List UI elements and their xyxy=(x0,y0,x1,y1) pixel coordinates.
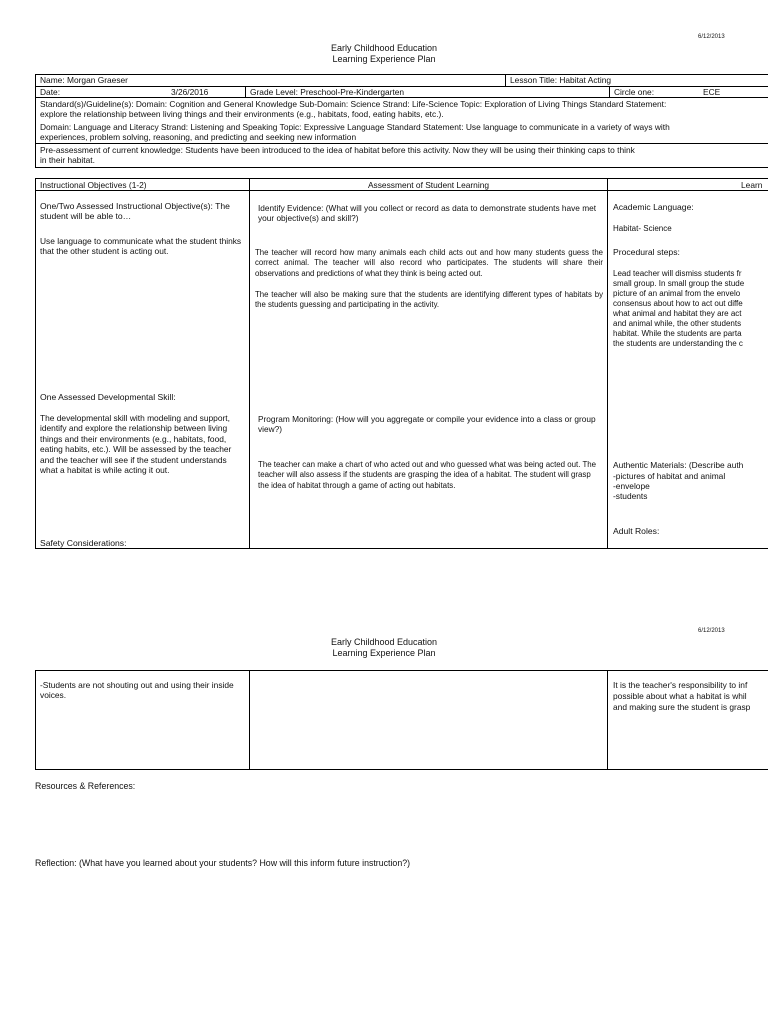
proc-line: picture of an animal from the envelo xyxy=(613,289,741,298)
preassessment-line-2: in their habitat. xyxy=(40,155,95,165)
proc-line: Lead teacher will dismiss students fr xyxy=(613,269,742,278)
adult-roles-line: and making sure the student is grasp xyxy=(613,702,751,712)
academic-language: Academic Language: xyxy=(613,202,694,212)
evidence-heading: Identify Evidence: (What will you collect or record as data to demonstrate students have met your objective(s) and skill?) xyxy=(258,203,597,224)
safety-text: -Students are not shouting out and using their inside voices. xyxy=(40,680,234,701)
page2-subtitle: Learning Experience Plan xyxy=(332,648,436,658)
grade-level: Grade Level: Preschool-Pre-Kindergarten xyxy=(250,87,405,97)
safety-considerations: Safety Considerations: xyxy=(40,538,127,548)
date-label: Date: xyxy=(40,87,61,97)
objective-heading: One/Two Assessed Instructional Objective(s): The student will be able to… xyxy=(40,201,230,222)
adult-roles-line: possible about what a habitat is whil xyxy=(613,691,747,701)
procedural-steps: Procedural steps: xyxy=(613,247,680,257)
material-item: -pictures of habitat and animal xyxy=(613,471,726,481)
proc-line: habitat. While the students are parta xyxy=(613,329,742,338)
col-header-learning: Learn xyxy=(741,180,763,190)
adult-roles-line: It is the teacher's responsibility to inf xyxy=(613,680,748,690)
authentic-materials: Authentic Materials: (Describe auth xyxy=(613,460,744,470)
standards-line-2: explore the relationship between living things and their environments (e.g., habitats, food, eating habits, etc.). xyxy=(40,109,444,119)
skill-heading: One Assessed Developmental Skill: xyxy=(40,392,176,402)
proc-line: the students are understanding the c xyxy=(613,339,743,348)
proc-line: and animal while, the other students xyxy=(613,319,742,328)
domain-line-2: experiences, problem solving, reasoning, and predicting and seeking new information xyxy=(40,132,357,142)
page1-subtitle: Learning Experience Plan xyxy=(332,54,436,64)
evidence-text-2: The teacher will also be making sure that the students are identifying different types of habitats by the students guessing and participating in the activity. xyxy=(255,290,603,310)
monitoring-heading: Program Monitoring: (How will you aggregate or compile your evidence into a class or group view?) xyxy=(258,414,596,435)
skill-text: The developmental skill with modeling and support, identify and explore the relationship between living things and their environments (e.g., habitats, food, eating habits, etc.). Will be assessed by the teacher and the teacher will see if the student understands what a habitat is while acting it out. xyxy=(40,413,232,476)
proc-line: small group. In small group the stude xyxy=(613,279,745,288)
col-header-assessment: Assessment of Student Learning xyxy=(367,180,490,190)
material-item: -envelope xyxy=(613,481,650,491)
page2-date-stamp: 6/12/2013 xyxy=(698,628,725,634)
reflection: Reflection: (What have you learned about your students? How will this inform future instruction?) xyxy=(35,858,411,868)
monitoring-text: The teacher can make a chart of who acted out and who guessed what was being acted out. The teacher will also assess if the students are grasping the idea of a habitat. The student will grasp the idea of habitat through a game of acting out habitats. xyxy=(258,460,597,490)
col-header-objectives: Instructional Objectives (1-2) xyxy=(40,180,147,190)
domain-line-1: Domain: Language and Literacy Strand: Listening and Speaking Topic: Expressive Language Standard Statement: Use language to communicate in a variety of ways with xyxy=(40,122,670,132)
adult-roles: Adult Roles: xyxy=(613,526,660,536)
date-value: 3/26/2016 xyxy=(171,87,209,97)
proc-line: what animal and habitat they are act xyxy=(613,309,742,318)
habitat-science: Habitat- Science xyxy=(613,224,672,233)
page1-date-stamp: 6/12/2013 xyxy=(698,34,725,40)
resources-references: Resources & References: xyxy=(35,781,136,791)
proc-line: consensus about how to act out diffe xyxy=(613,299,743,308)
circle-one-label: Circle one: xyxy=(614,87,655,97)
student-name: Name: Morgan Graeser xyxy=(40,75,128,85)
material-item: -students xyxy=(613,491,648,501)
circle-one-value: ECE xyxy=(703,87,721,97)
evidence-text-1: The teacher will record how many animals each child acts out and how many students guess the correct animal. The teacher will also record who participates. The students will share their observations and predictions of what they think is being acted out. xyxy=(255,248,603,278)
preassessment-line-1: Pre-assessment of current knowledge: Students have been introduced to the idea of habitat before this activity. Now they will be using their thinking caps to think xyxy=(40,145,635,155)
page1-title: Early Childhood Education xyxy=(330,43,438,53)
objective-text: Use language to communicate what the student thinks that the other student is acting out. xyxy=(40,236,242,257)
page2-title: Early Childhood Education xyxy=(330,637,438,647)
standards-line-1: Standard(s)/Guideline(s): Domain: Cognition and General Knowledge Sub-Domain: Science Strand: Life-Science Topic: Exploration of Living Things Standard Statement: xyxy=(40,99,667,109)
lesson-title: Lesson Title: Habitat Acting xyxy=(510,75,612,85)
